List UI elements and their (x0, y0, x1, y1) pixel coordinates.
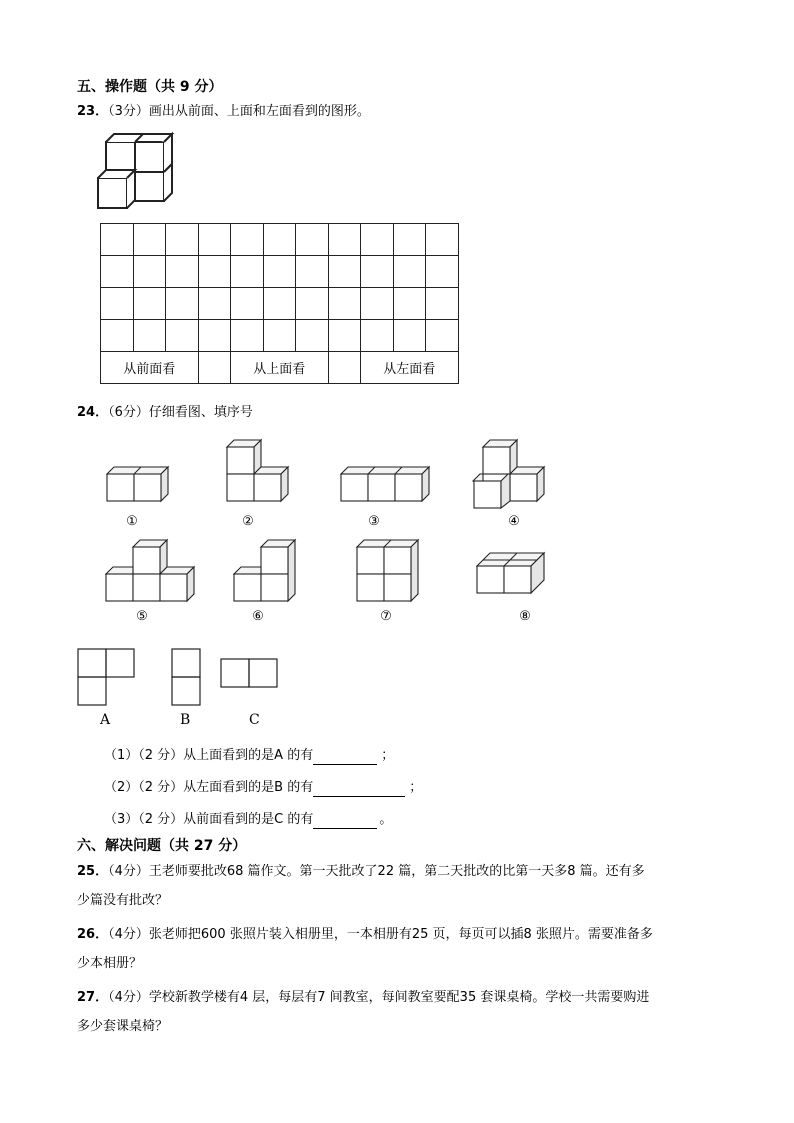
question-score: （4分） (108, 927, 149, 942)
figure-number-7: ⑦ (380, 609, 392, 624)
figure-7-cubes (350, 538, 425, 608)
sub-question-2: （2）（2 分）从左面看到的是B 的有 ； (104, 780, 423, 795)
figure-1-cubes (100, 460, 175, 505)
section-title-problem-solving: 六、解决问题（共 27 分） (77, 838, 247, 854)
question-26 (77, 926, 653, 944)
figure-4-cubes (466, 436, 551, 511)
view-letter-c: C (249, 712, 260, 728)
figure-6-cubes (226, 538, 301, 608)
question-23 (77, 103, 370, 121)
question-26-line2: 少本相册？ (77, 956, 143, 971)
question-24 (77, 404, 253, 422)
answer-blank-2[interactable] (313, 782, 405, 797)
question-text: 画出从前面、上面和左面看到的图形。 (148, 104, 370, 119)
label-front-view: 从前面看 (101, 352, 199, 384)
figure-number-1: ① (126, 514, 138, 529)
figure-number-4: ④ (508, 514, 520, 529)
answer-blank-1[interactable] (313, 750, 377, 765)
cube-stack-figure (92, 130, 177, 212)
question-27 (77, 989, 649, 1007)
view-c-shape (219, 657, 281, 689)
question-text-line1: 学校新教学楼有4 层，每层有7 间教室，每间教室要配35 套课桌椅。学校一共需要购进 (148, 990, 650, 1005)
view-letter-b: B (180, 712, 191, 728)
figure-number-2: ② (242, 514, 254, 529)
sub-question-text: （1）（2 分）从上面看到的是A 的有 (104, 748, 314, 763)
question-number: 24． (77, 405, 109, 420)
figure-number-8: ⑧ (519, 609, 531, 624)
sub-question-text: （2）（2 分）从左面看到的是B 的有 (104, 780, 314, 795)
figure-2-cubes (220, 436, 295, 506)
question-number: 25． (77, 864, 109, 879)
view-b-shape (170, 647, 202, 707)
view-letter-a: A (100, 712, 111, 728)
section-title-operation: 五、操作题（共 9 分） (77, 79, 223, 95)
question-number: 26． (77, 927, 109, 942)
view-a-shape (76, 647, 138, 707)
sub-question-3: （3）（2 分）从前面看到的是C 的有 。 (104, 812, 393, 827)
sub-question-1: （1）（2 分）从上面看到的是A 的有 ； (104, 748, 395, 763)
question-score: （4分） (108, 990, 149, 1005)
figure-5-cubes (98, 538, 198, 608)
label-left-view: 从左面看 (361, 352, 459, 384)
question-text: 仔细看图、填序号 (148, 405, 253, 420)
figure-number-6: ⑥ (252, 609, 264, 624)
question-27-line2: 多少套课桌椅？ (77, 1019, 169, 1034)
question-25-line2: 少篇没有批改？ (77, 893, 169, 908)
question-number: 23． (77, 104, 109, 119)
figure-number-5: ⑤ (136, 609, 148, 624)
question-score: （6分） (108, 405, 149, 420)
label-top-view: 从上面看 (231, 352, 329, 384)
question-score: （4分） (108, 864, 149, 879)
question-number: 27． (77, 990, 109, 1005)
answer-blank-3[interactable] (313, 814, 377, 829)
figure-8-cubes (470, 546, 552, 598)
sub-question-text: （3）（2 分）从前面看到的是C 的有 (104, 812, 314, 827)
figure-3-cubes (334, 460, 436, 505)
drawing-grid (100, 223, 459, 384)
question-text-line1: 王老师要批改68 篇作文。第一天批改了22 篇，第二天批改的比第一天多8 篇。还有多 (148, 864, 645, 879)
question-score: （3分） (108, 104, 149, 119)
question-text-line1: 张老师把600 张照片装入相册里，一本相册有25 页，每页可以插8 张照片。需要准备多 (148, 927, 653, 942)
figure-number-3: ③ (368, 514, 380, 529)
question-25 (77, 863, 645, 881)
